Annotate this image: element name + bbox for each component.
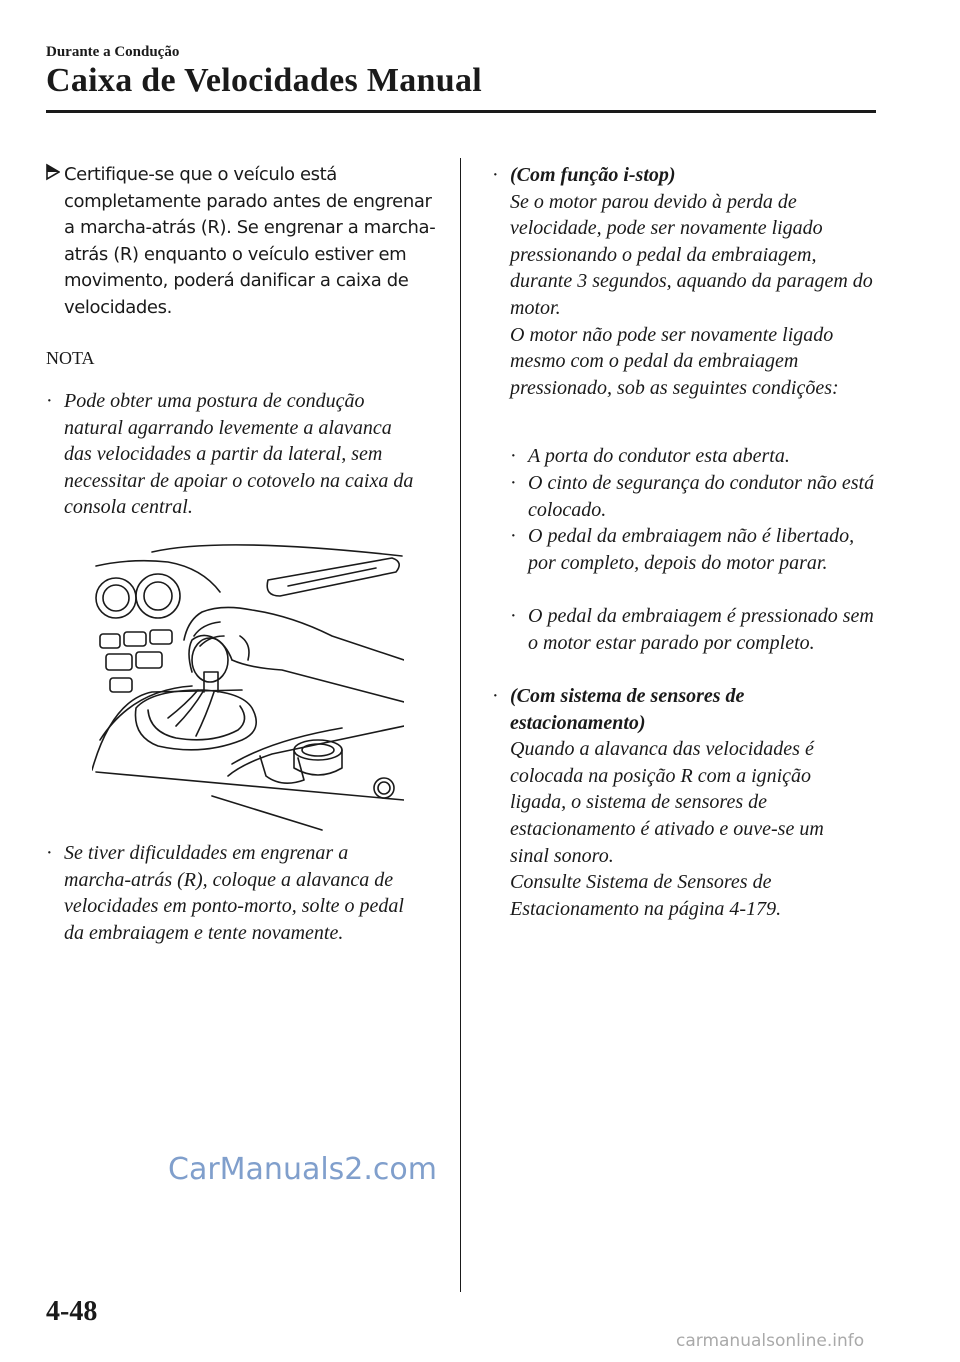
bullet-dot-icon: · [510,445,517,467]
istop-condition [510,443,882,470]
condition-text: A porta do condutor esta aberta. [528,445,790,467]
title-divider [46,110,876,113]
istop-condition [510,603,882,656]
istop-paragraph-2: O motor não pode ser novamente ligado mesmo com o pedal da embraiagem pressionado, sob as seguintes condições: [510,323,839,399]
istop-condition [510,470,882,523]
note-bullet-reverse [46,840,416,946]
page-number: 4-48 [46,1296,98,1327]
section-label: Durante a Condução [46,44,180,60]
condition-text: O pedal da embraiagem não é libertado, por completo, depois do motor parar. [528,525,855,574]
parking-paragraph-1: Quando a alavanca das velocidades é colocada na posição R com a ignição ligada, o sistema de sensores de estacionamento é ativado e ouve-se um sinal sonoro. [510,738,824,867]
note-heading: NOTA [46,348,95,368]
bullet-text: Se tiver dificuldades em engrenar a marcha-atrás (R), coloque a alavanca de velocidades em ponto-morto, solte o pedal da embraiagem e tente novamente. [64,842,404,944]
bullet-dot-icon: · [492,164,499,186]
condition-text: O pedal da embraiagem é pressionado sem o motor estar parado por completo. [528,605,874,654]
bullet-dot-icon: · [510,525,517,547]
watermark-logo: CarManuals2.com [168,1152,438,1187]
column-divider [460,158,461,1292]
note-bullet-posture [46,388,416,521]
istop-title: (Com função i-stop) [510,164,676,186]
page-title: Caixa de Velocidades Manual [46,62,482,99]
source-watermark: carmanualsonline.info [676,1331,865,1351]
bullet-text: Pode obter uma postura de condução natural agarrando levemente a alavanca das velocidades a partir da lateral, sem necessitar de apoiar o cotovelo na caixa da consola central. [64,390,414,519]
condition-text: O cinto de segurança do condutor não está colocado. [528,472,875,521]
gear-lever-illustration [92,540,404,840]
bullet-dot-icon: · [46,390,53,412]
note-bullet-istop [492,162,882,401]
warning-text: Certifique-se que o veículo está completamente parado antes de engrenar a marcha-atrás (R). Se engrenar a marcha-atrás (R) enquanto o veículo estiver em movimento, poderá danificar a caixa de velocidades. [64,164,436,318]
parking-title: (Com sistema de sensores de estacionamento) [510,685,745,734]
istop-paragraph-1: Se o motor parou devido à perda de velocidade, pode ser novamente ligado pressionando o pedal da embraiagem, durante 3 segundos, aquando da paragem do motor. [510,190,873,319]
bullet-dot-icon: · [46,842,53,864]
bullet-dot-icon: · [492,685,499,707]
warning-block [46,162,446,321]
bullet-dot-icon: · [510,605,517,627]
warning-arrow-icon [46,162,60,191]
bullet-dot-icon: · [510,472,517,494]
note-bullet-parking [492,683,824,922]
istop-condition [510,523,858,576]
parking-paragraph-2: Consulte Sistema de Sensores de Estacionamento na página 4-179. [510,871,782,920]
